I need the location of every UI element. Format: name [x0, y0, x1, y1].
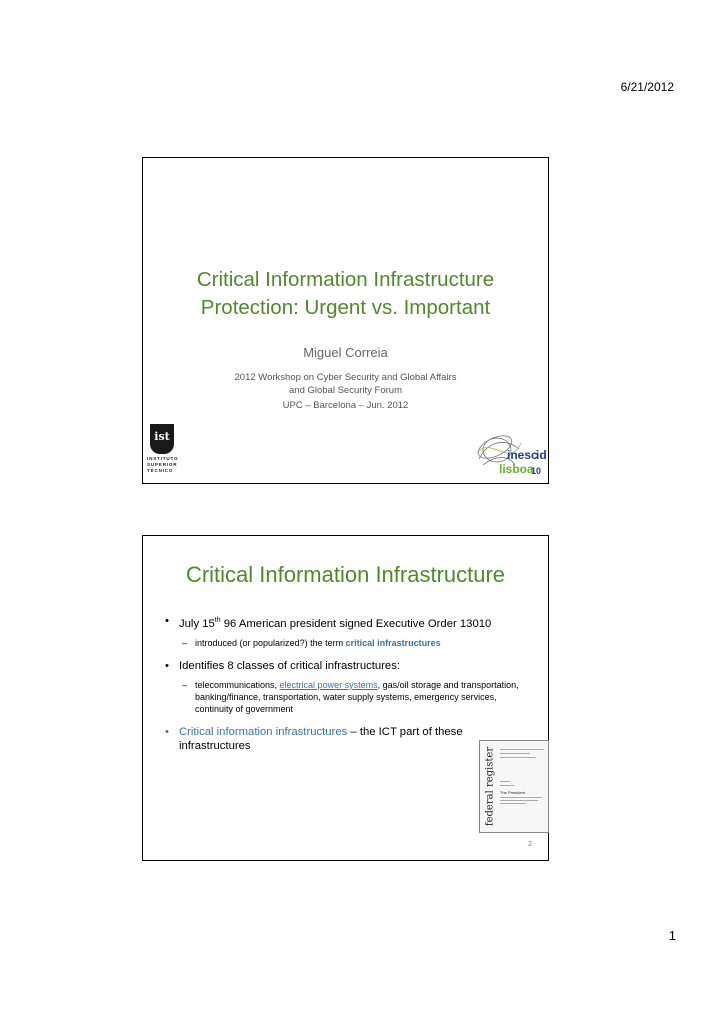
lisboa-text: lisboa [499, 462, 534, 476]
text-line [500, 781, 510, 782]
bullet-item-cii [165, 725, 474, 753]
event-line-2: and Global Security Forum [289, 385, 402, 396]
content-slide [142, 535, 549, 861]
ist-logo [147, 424, 179, 474]
bullet-list [165, 614, 528, 763]
ist-logo-text [147, 456, 179, 474]
bullet-text: – the ICT part of these infrastructures [179, 725, 463, 752]
ist-text-line-1: INSTITUTO [147, 456, 179, 461]
sub-bullet-term [165, 637, 528, 649]
sub-bullet-text: telecommunications, [195, 679, 280, 690]
ist-shield-icon: ist [150, 424, 174, 454]
ist-text-line-2: SUPERIOR [147, 462, 178, 467]
page-date: 6/21/2012 [620, 80, 674, 94]
id-text: id [536, 448, 547, 462]
presentation-title [143, 266, 548, 322]
text-line [500, 803, 526, 804]
slide-title: Critical Information Infrastructure [185, 562, 506, 587]
title-slide [142, 157, 549, 484]
slide-number: 2 [528, 841, 532, 848]
electrical-power-link[interactable]: electrical power systems [279, 679, 378, 690]
bullet-item-executive-order [165, 614, 528, 631]
text-line [500, 757, 536, 758]
superscript: th [214, 617, 221, 624]
text-line [500, 749, 544, 750]
masthead-text: federal register [484, 746, 496, 827]
event-name [143, 371, 548, 397]
text-line [500, 785, 514, 786]
federal-register-masthead [482, 745, 494, 829]
bullet-text: July 15 [179, 617, 215, 630]
highlighted-term: critical infrastructures [345, 637, 441, 648]
event-line-1: 2012 Workshop on Cyber Security and Global Affairs [234, 372, 457, 383]
bullet-text: 96 American president signed Executive Order 13010 [220, 617, 492, 630]
title-line-1: Critical Information Infrastructure [196, 268, 495, 291]
title-line-2: Protection: Urgent vs. Important [200, 296, 491, 319]
text-line [500, 797, 542, 798]
inesc-text: inesc [507, 448, 538, 462]
text-line [500, 753, 530, 754]
text-line [500, 800, 538, 801]
event-place: UPC – Barcelona – Jun. 2012 [282, 400, 409, 411]
highlighted-term: Critical information infrastructures [179, 725, 348, 738]
author-name: Miguel Correia [303, 345, 388, 360]
page-number: 1 [668, 928, 676, 943]
ist-text-line-3: TÉCNICO [147, 468, 174, 473]
sub-bullet-classes [165, 679, 528, 715]
sub-bullet-text: introduced (or popularized?) the term [195, 637, 346, 648]
bullet-item-classes: • Identifies 8 classes of critical infrastructures: [165, 659, 528, 673]
sub-bullet-text: , gas/oil storage and transportation, banking/finance, transportation, water supply systems, emergency services, continuity of government [195, 679, 519, 714]
federal-register-image [479, 740, 549, 833]
image-subtitle: The President [500, 790, 525, 795]
inesc-id-logo [473, 425, 547, 481]
anniversary-badge: 10 [531, 466, 542, 476]
